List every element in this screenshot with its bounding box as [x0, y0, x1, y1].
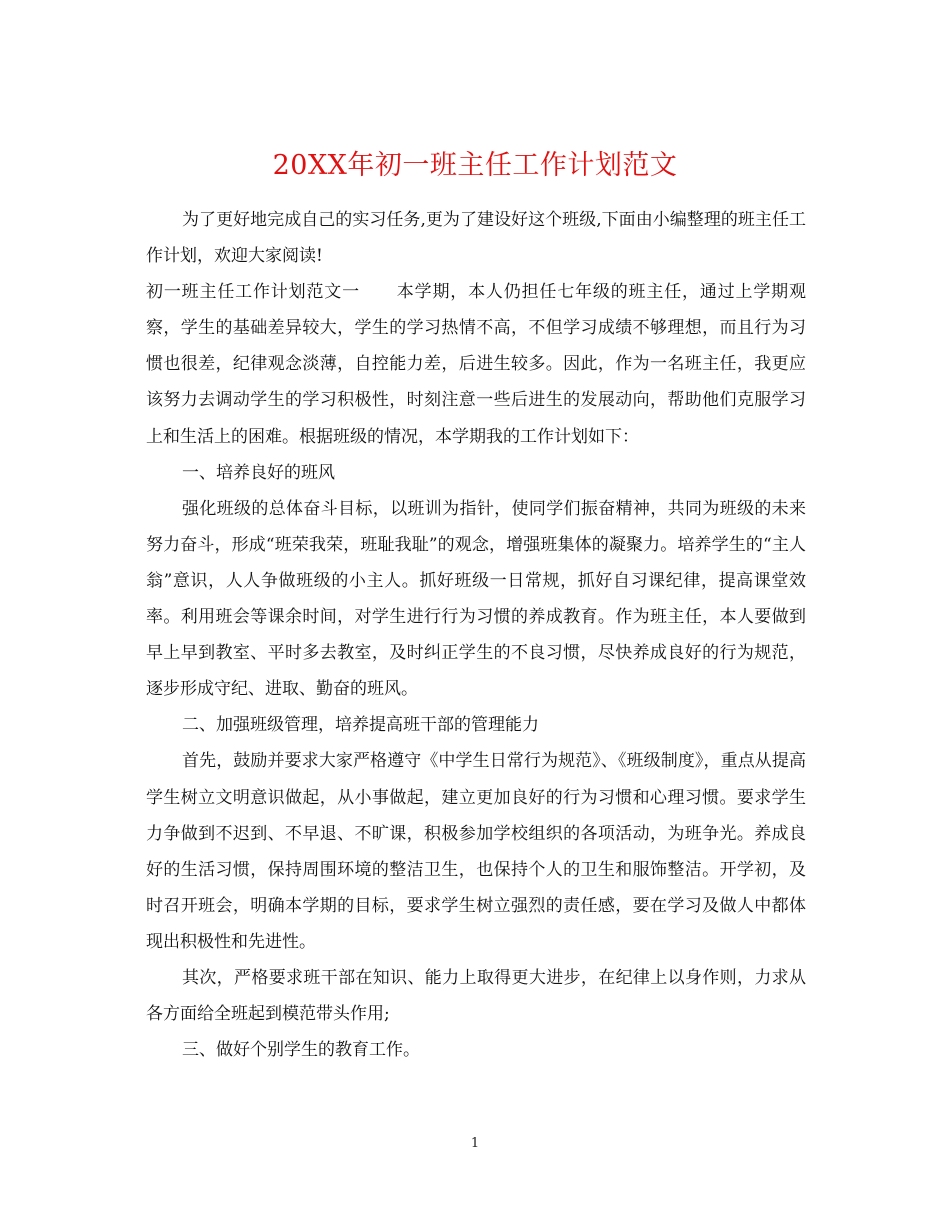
section-heading-3: 三、做好个别学生的教育工作。: [182, 1040, 420, 1061]
section-1-paragraph: 强化班级的总体奋斗目标，以班训为指针，使同学们振奋精神，共同为班级的未来努力奋斗，形成“班荣我荣，班耻我耻”的观念，增强班集体的凝聚力。培养学生的“主人翁”意识，人人争做班级的小主人。抓好班级一日常规，抓好自习课纪律，提高课堂效率。利用班会等课余时间，对学生进行行为习惯的养成教育。作为班主任，本人要做到早上早到教室、平时多去教室，及时纠正学生的不良习惯，尽快养成良好的行为规范，逐步形成守纪、进取、勤奋的班风。: [146, 498, 806, 700]
sample-label: 初一班主任工作计划范文一: [146, 282, 360, 303]
sample-body-text: 本学期，本人仍担任七年级的班主任，通过上学期观察，学生的基础差异较大，学生的学习热情不高，不但学习成绩不够理想，而且行为习惯也很差，纪律观念淡薄，自控能力差，后进生较多。因此，作为一名班主任，我更应该努力去调动学生的学习积极性，时刻注意一些后进生的发展动向，帮助他们克服学习上和生活上的困难。根据班级的情况，本学期我的工作计划如下：: [146, 282, 807, 447]
sample-paragraph: [146, 274, 806, 454]
intro-paragraph: 为了更好地完成自己的实习任务,更为了建设好这个班级,下面由小编整理的班主任工作计划，欢迎大家阅读!: [146, 210, 806, 267]
document-title: 20XX年初一班主任工作计划范文: [272, 150, 678, 182]
section-2-paragraph-2: 其次，严格要求班干部在知识、能力上取得更大进步，在纪律上以身作则，力求从各方面给全班起到模范带头作用;: [146, 967, 806, 1025]
page-number: 1: [470, 1136, 480, 1151]
section-2-paragraph-1: 首先，鼓励并要求大家严格遵守《中学生日常行为规范》、《班级制度》，重点从提高学生树立文明意识做起，从小事做起，建立更加良好的行为习惯和心理习惯。要求学生力争做到不迟到、不早退、不旷课，积极参加学校组织的各项活动，为班争光。养成良好的生活习惯，保持周围环境的整洁卫生，也保持个人的卫生和服饰整洁。开学初，及时召开班会，明确本学期的目标，要求学生树立强烈的责任感，要在学习及做人中都体现出积极性和先进性。: [146, 751, 806, 952]
document-body: [146, 202, 806, 1068]
section-heading-2: 二、加强班级管理，培养提高班干部的管理能力: [182, 715, 539, 736]
section-heading-1: 一、培养良好的班风: [182, 462, 335, 483]
